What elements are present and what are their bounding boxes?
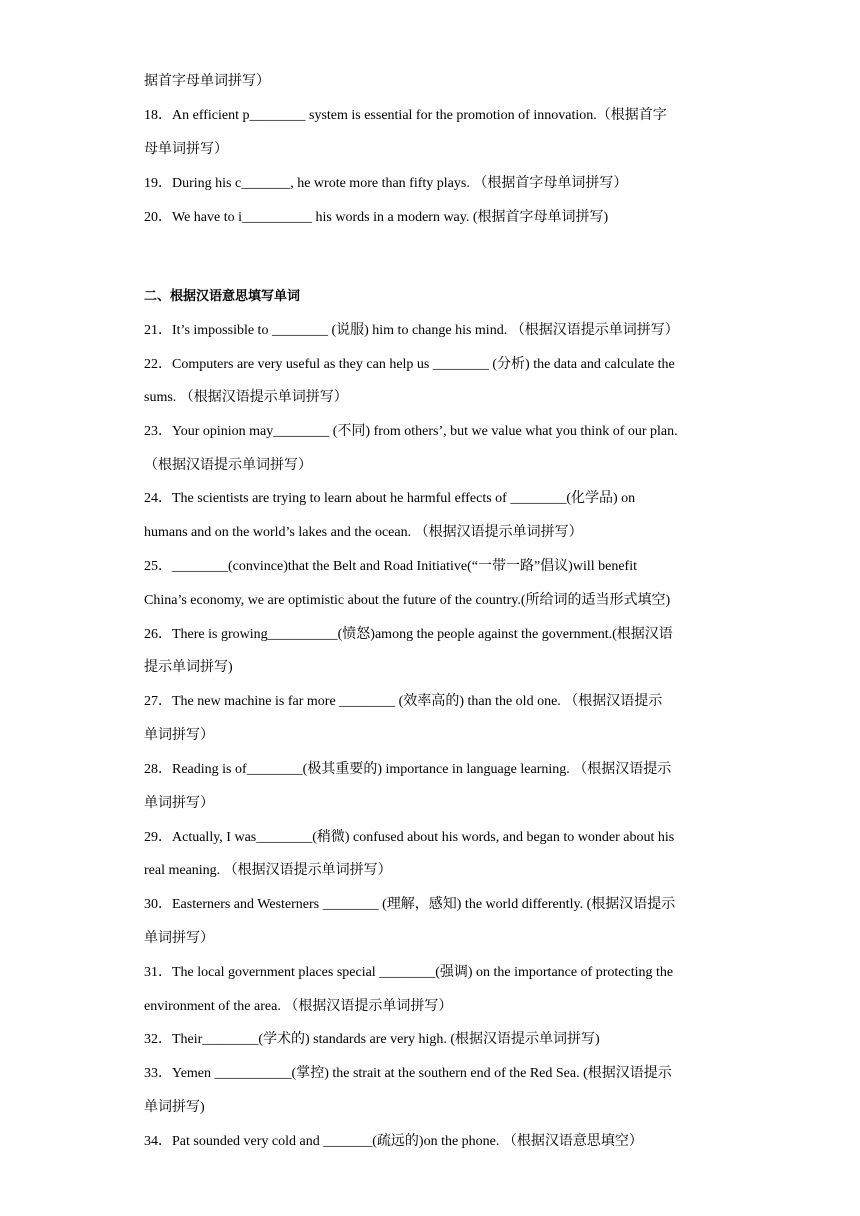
question-22-line-1: 22．Computers are very useful as they can help us ________ (分析) the data and calculate the (144, 357, 675, 372)
question-19: 19．During his c_______, he wrote more than fifty plays. （根据首字母单词拼写） (144, 176, 628, 191)
question-23-line-2: （根据汉语提示单词拼写） (144, 458, 312, 473)
question-30-line-1: 30．Easterners and Westerners ________ (理解，感知) the world differently. (根据汉语提示 (144, 897, 676, 912)
question-33-line-2: 单词拼写) (144, 1100, 205, 1115)
question-27-line-1: 27．The new machine is far more ________ (效率高的) than the old one. （根据汉语提示 (144, 694, 663, 709)
question-29-line-1: 29．Actually, I was________(稍微) confused about his words, and began to wonder about his (144, 830, 675, 845)
question-31-line-1: 31．The local government places special ________(强调) on the importance of protecting the (144, 965, 674, 980)
question-22-line-2: sums. （根据汉语提示单词拼写） (144, 390, 348, 405)
question-20: 20．We have to i__________ his words in a modern way. (根据首字母单词拼写) (144, 210, 609, 225)
question-26-line-2: 提示单词拼写) (144, 660, 233, 675)
question-28-line-1: 28．Reading is of________(极其重要的) importance in language learning. （根据汉语提示 (144, 762, 672, 777)
question-27-line-2: 单词拼写） (144, 728, 214, 743)
question-29-line-2: real meaning. （根据汉语提示单词拼写） (144, 863, 392, 878)
question-32: 32．Their________(学术的) standards are very high. (根据汉语提示单词拼写) (144, 1032, 600, 1047)
question-24-line-1: 24．The scientists are trying to learn about he harmful effects of ________(化学品) on (144, 491, 636, 506)
question-26-line-1: 26．There is growing__________(愤怒)among the people against the government.(根据汉语 (144, 627, 673, 642)
question-21: 21．It’s impossible to ________ (说服) him to change his mind. （根据汉语提示单词拼写） (144, 323, 679, 338)
question-31-line-2: environment of the area. （根据汉语提示单词拼写） (144, 999, 453, 1014)
question-30-line-2: 单词拼写） (144, 931, 214, 946)
question-23-line-1: 23．Your opinion may________ (不同) from others’, but we value what you think of our plan. (144, 424, 678, 439)
question-34: 34．Pat sounded very cold and _______(疏远的)on the phone. （根据汉语意思填空） (144, 1134, 643, 1149)
question-28-line-2: 单词拼写） (144, 796, 214, 811)
question-25-line-1: 25．________(convince)that the Belt and Road Initiative(“一带一路”倡议)will benefit (144, 559, 637, 574)
question-24-line-2: humans and on the world’s lakes and the ocean. （根据汉语提示单词拼写） (144, 525, 583, 540)
section-heading: 二、根据汉语意思填写单词 (144, 289, 301, 304)
continuation-text: 据首字母单词拼写） (144, 74, 270, 89)
question-25-line-2: China’s economy, we are optimistic about the future of the country.(所给词的适当形式填空) (144, 593, 671, 608)
question-18-line-1: 18．An efficient p________ system is essential for the promotion of innovation.（根据首字 (144, 108, 667, 123)
question-18-line-2: 母单词拼写） (144, 142, 228, 157)
question-33-line-1: 33．Yemen ___________(掌控) the strait at the southern end of the Red Sea. (根据汉语提示 (144, 1066, 672, 1081)
